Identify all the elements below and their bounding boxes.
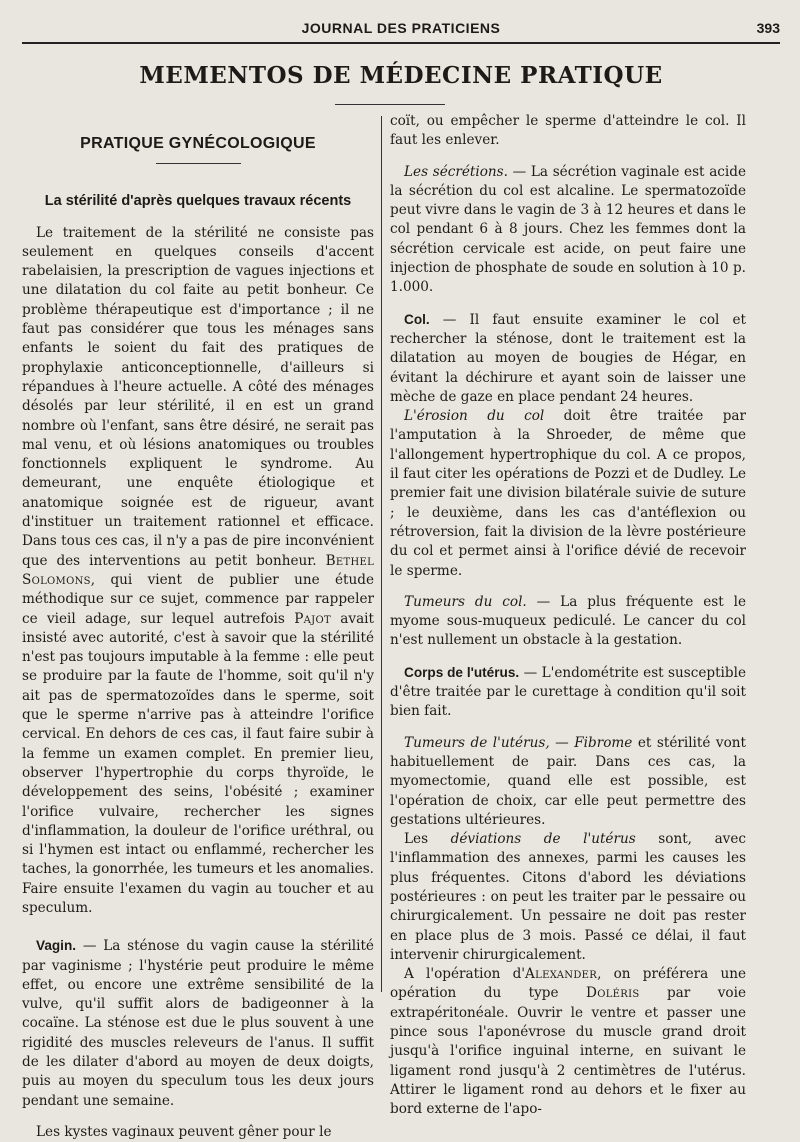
right-column <box>390 112 746 1120</box>
section-title: PRATIQUE GYNÉCOLOGIQUE <box>80 135 316 152</box>
vagin-label: Vagin. <box>36 938 77 954</box>
running-title: JOURNAL DES PRATICIENS <box>301 20 501 36</box>
deviations-text-b: sont, avec l'inflammation des annexes, parmi les causes les plus fréquentes. Citons d'abord les déviations postérieures : on peut les traiter par le pessaire ou chirurgicalement. Un pessaire ne doit pas rester en place plus de 3 mois. Passé ce délai, il faut intervenir chirurgicalement. <box>390 831 747 963</box>
deviations-text-a: Les <box>404 831 429 848</box>
intro-text-a: Le traitement de la stérilité ne consiste pas seulement en quelques conseils d'accent rabelaisien, la prescription de vagues injections et une dilatation du col faite au petit bonheur. Ce problème thérapeutique est d'importance ; il ne faut pas considérer que tous les ménages sans enfants le soient du fait des pratiques de prophylaxie anticonceptionnelle, d'ailleurs si répandues à l'heure actuelle. A côté des ménages désolés par leur stérilité, il en est un grand nombre où l'enfant, sans être désiré, ne serait pas mal venu, et où lésions anatomiques ou troubles fonctionnels expliquent le syndrome. Au demeurant, une enquête étiologique et anatomique soignée est de rigueur, avant d'instituer un traitement rationnel et efficace. Dans tous ces cas, il n'y a pas de pire inconvénient que des interventions au petit bonheur. <box>22 224 374 569</box>
deviations-paragraph <box>390 830 746 965</box>
fibrome-label: Fibrome <box>574 734 633 751</box>
section-rule <box>156 163 241 164</box>
intro-text-b: , qui vient de publier une étude méthodique sur ce sujet, commence par rappeler ce vieil adage, sur lequel autrefois <box>22 571 374 627</box>
col-label: Col. <box>404 311 430 327</box>
intro-paragraph <box>22 224 374 919</box>
author-name-doleris: Doléris <box>586 985 640 1002</box>
erosion-paragraph <box>390 407 746 581</box>
vagin-paragraph <box>22 936 374 1111</box>
tumeurs-col-label: Tumeurs du col. <box>404 593 527 610</box>
vagin-text: — La sténose du vagin cause la stérilité par vaginisme ; l'hystérie peut produire le même effet, ou encore une extrême sensibilité de la vulve, qu'il suffit alors de badigeonner à la cocaïne. La sténose est due le plus souvent à une rigidité des muscles releveurs de l'anus. Il suffit de les dilater d'abord au moyen de deux doigts, puis au moyen du speculum tous les deux jours pendant une semaine. <box>22 938 374 1109</box>
col-paragraph <box>390 310 746 407</box>
title-rule <box>335 104 445 105</box>
column-divider <box>381 116 382 992</box>
kystes-paragraph <box>22 1123 374 1142</box>
running-header <box>22 18 780 44</box>
author-name-pajot: Pajot <box>294 610 331 627</box>
secretions-label: Les sécrétions. <box>404 163 508 180</box>
deviations-label: déviations de l'utérus <box>450 831 636 848</box>
intro-text-c: avait insisté avec autorité, c'est à savoir que la stérilité n'est pas toujours imputable à la femme : elle peut se produire par la faute de l'homme, soit qu'il n'y ait pas de spermatozoïdes dans le sperme, soit que le sperme n'arrive pas à atteindre l'orifice cervical. En dehors de ces cas, il faut faire subir à la femme un examen complet. En premier lieu, observer l'hypertrophie du corps thyroïde, le développement des seins, l'obésité ; examiner l'orifice vulvaire, rechercher les signes d'inflammation, la douleur de l'orifice uréthral, ou si l'hymen est intact ou enflammé, rechercher les taches, la gonorrhée, les tumeurs et les anomalies. Faire ensuite l'examen du vagin au toucher et au speculum. <box>22 610 374 916</box>
tumeurs-col-paragraph <box>390 593 746 651</box>
secretions-text: — La sécrétion vaginale est acide la sécrétion du col est alcaline. Le spermatozoïde peut vivre dans le vagin de 3 à 12 heures et dans le col pendant 6 à 8 jours. Chez les femmes dont la sécrétion cervicale est acide, on peut faire une injection de phosphate de soude en solution à 10 p. 1.000. <box>390 163 747 296</box>
continuation-text: coït, ou empêcher le sperme d'atteindre le col. Il faut les enlever. <box>390 113 746 149</box>
page-number: 393 <box>756 20 780 36</box>
alexander-text-a: A l'opération d' <box>404 966 526 983</box>
alexander-text-b: , on préférera une opération du type <box>390 966 747 1002</box>
erosion-text: doit être traitée par l'amputation à la Shroeder, de même que l'allongement hypertrophique du col. A ce propos, il faut citer les opérations de Pozzi et de Dudley. Le premier fait une division bilatérale suivie de suture ; le deuxième, dans les cas d'antéflexion ou rétroversion, fait la division de la lèvre postérieure du col et permet ainsi à l'orifice dévié de recevoir le sperme. <box>390 408 746 579</box>
corps-text: — L'endométrite est susceptible d'être traitée par le curettage à condition qu'il soit bien fait. <box>390 664 747 720</box>
continuation-paragraph <box>390 112 746 151</box>
tumeurs-uterus-label: Tumeurs de l'utérus, <box>404 734 550 751</box>
article-title: La stérilité d'après quelques travaux récents <box>44 193 352 210</box>
col-text: — Il faut ensuite examiner le col et rechercher la sténose, dont le traitement est la dilatation au moyen de bougies de Hégar, en évitant la déchirure et ayant soin de laisser une mèche de gaze en place pendant 24 heures. <box>390 311 746 405</box>
kystes-text: Les kystes vaginaux peuvent gêner pour le <box>36 1123 332 1140</box>
author-name-alexander: Alexander <box>525 966 598 983</box>
author-name-solomons: Bethel Solomons <box>22 552 375 588</box>
tumeurs-col-text: — La plus fréquente est le myome sous-muqueux pediculé. Le cancer du col n'est nullement un obstacle à la gestation. <box>390 593 746 649</box>
main-title: MEMENTOS DE MÉDECINE PRATIQUE <box>139 62 663 89</box>
alexander-paragraph <box>390 965 746 1119</box>
corps-paragraph <box>390 663 746 722</box>
tumeurs-uterus-text: et stérilité vont habituellement de pair. Dans ces cas, la myomectomie, quand elle est possible, est l'opération de choix, car elle peut permettre des gestations ultérieures. <box>390 734 746 828</box>
alexander-text-c: par voie extrapéritonéale. Ouvrir le ventre et passer une pince sous l'aponévrose du muscle grand droit jusqu'à l'orifice inguinal interne, en suivant le ligament rond jusqu'à 2 centimètres de l'utérus. Attirer le ligament rond au dehors et le fixer au bord externe de l'apo- <box>390 985 746 1118</box>
left-column <box>22 112 374 1142</box>
secretions-paragraph <box>390 163 746 298</box>
corps-label: Corps de l'utérus. <box>404 664 520 680</box>
tumeurs-uterus-paragraph <box>390 734 746 830</box>
erosion-label: L'érosion du col <box>404 408 545 425</box>
tumeurs-uterus-dash: — <box>549 734 575 751</box>
